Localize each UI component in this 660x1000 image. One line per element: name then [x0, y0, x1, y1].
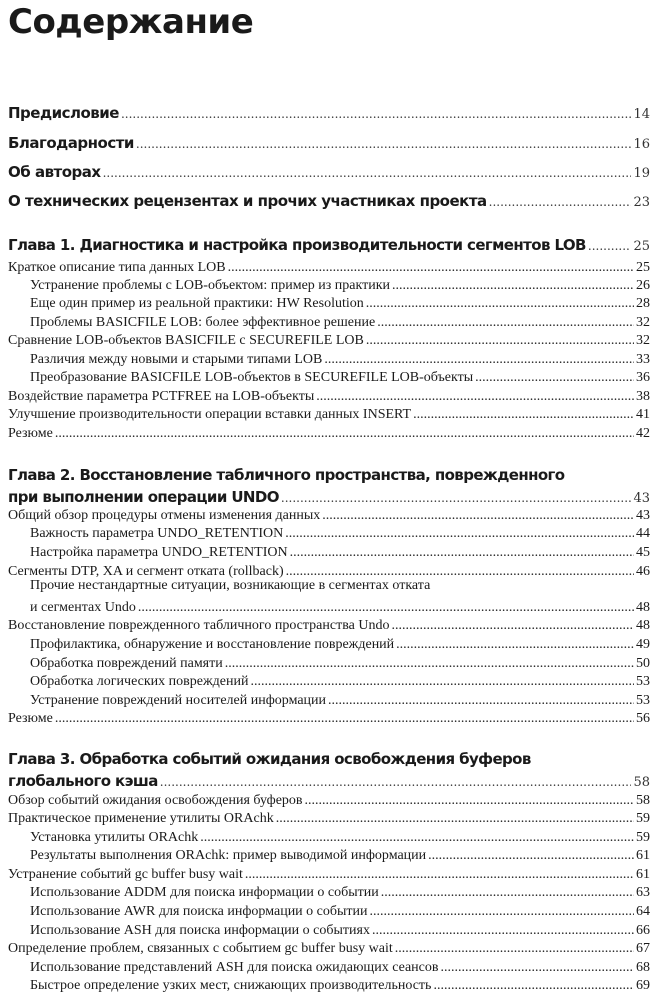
toc-entry-title: при выполнении операции UNDO [8, 488, 279, 506]
toc-entry-page: 36 [636, 370, 650, 385]
toc-entry-page: 48 [636, 618, 650, 633]
dot-leader [103, 166, 632, 180]
toc-entry[interactable] [0, 132, 660, 152]
toc-entry-page: 25 [636, 260, 650, 275]
toc-chapter-entry[interactable] [0, 750, 660, 790]
toc-chapter-entry[interactable] [0, 466, 660, 506]
toc-entry[interactable] [0, 403, 660, 423]
toc-entry-title: и сегментах Undo [30, 600, 136, 615]
toc-entry-title: Обработка повреждений памяти [30, 656, 223, 671]
toc-entry-page: 19 [633, 166, 650, 181]
dot-leader [285, 526, 634, 542]
dot-leader [413, 407, 634, 423]
toc-entry-page: 46 [636, 564, 650, 579]
toc-entry-title: Сегменты DTP, XA и сегмент отката (rollback) [8, 564, 284, 579]
toc-entry-page: 16 [633, 137, 650, 152]
toc-entry-page: 44 [636, 526, 650, 541]
toc-entry-page: 61 [636, 848, 650, 863]
toc-entry-title: Проблемы BASICFILE LOB: более эффективное решение [30, 315, 376, 330]
toc-entry[interactable] [0, 807, 660, 827]
dot-leader [276, 811, 634, 827]
toc-entry-title: Об авторах [8, 163, 101, 181]
toc-entry[interactable] [0, 366, 660, 386]
toc-entry[interactable] [0, 422, 660, 442]
toc-entry[interactable] [0, 560, 660, 580]
dot-leader [395, 941, 634, 957]
toc-entry[interactable] [0, 844, 660, 864]
toc-entry[interactable] [0, 578, 660, 616]
toc-entry-page: 56 [636, 711, 650, 726]
toc-entry[interactable] [0, 504, 660, 524]
toc-entry[interactable] [0, 161, 660, 181]
toc-entry[interactable] [0, 633, 660, 653]
toc-entry-title: Обработка логических повреждений [30, 674, 249, 689]
toc-entry-page: 28 [636, 296, 650, 311]
dot-leader [160, 775, 632, 789]
dot-leader [55, 711, 634, 727]
toc-entry[interactable] [0, 863, 660, 883]
toc-entry[interactable] [0, 522, 660, 542]
toc-entry-page: 26 [636, 278, 650, 293]
toc-entry[interactable] [0, 826, 660, 846]
toc-entry[interactable] [0, 274, 660, 294]
toc-entry[interactable] [0, 974, 660, 994]
toc-entry-page: 53 [636, 674, 650, 689]
page-title: Содержание [8, 2, 254, 42]
toc-entry-title: Воздействие параметра PCTFREE на LOB-объекты [8, 389, 315, 404]
toc-entry-page: 61 [636, 867, 650, 882]
toc-entry[interactable] [0, 190, 660, 210]
toc-chapter-entry[interactable] [0, 234, 660, 254]
toc-entry-page: 25 [633, 239, 650, 254]
dot-leader [366, 333, 634, 349]
toc-entry-title: Определение проблем, связанных с событием gc buffer busy wait [8, 941, 393, 956]
toc-entry-title: Общий обзор процедуры отмены изменения данных [8, 508, 321, 523]
toc-entry[interactable] [0, 385, 660, 405]
toc-entry-title: Предисловие [8, 104, 119, 122]
toc-entry-title-line1: Глава 2. Восстановление табличного пространства, поврежденного [8, 466, 565, 484]
toc-entry[interactable] [0, 652, 660, 672]
toc-entry[interactable] [0, 919, 660, 939]
toc-entry-title: Восстановление поврежденного табличного пространства Undo [8, 618, 390, 633]
toc-entry-title: Использование ADDM для поиска информации о событии [30, 885, 379, 900]
toc-entry[interactable] [0, 311, 660, 331]
toc-entry-title: Практическое применение утилиты ORAchk [8, 811, 274, 826]
toc-entry-title: Устранение событий gc buffer busy wait [8, 867, 243, 882]
toc-entry[interactable] [0, 937, 660, 957]
dot-leader [250, 674, 634, 690]
dot-leader [55, 426, 634, 442]
toc-entry[interactable] [0, 329, 660, 349]
toc-entry-page: 14 [633, 107, 650, 122]
toc-entry[interactable] [0, 256, 660, 276]
dot-leader [391, 618, 634, 634]
toc-entry-title: Резюме [8, 426, 53, 441]
toc-entry-title: Результаты выполнения ORAchk: пример выводимой информации [30, 848, 427, 863]
toc-entry-page: 49 [636, 637, 650, 652]
toc-entry-page: 58 [636, 793, 650, 808]
dot-leader [396, 637, 634, 653]
dot-leader [121, 107, 632, 121]
dot-leader [588, 239, 632, 253]
toc-entry-page: 63 [636, 885, 650, 900]
toc-entry-title: Сравнение LOB-объектов BASICFILE с SECUREFILE LOB [8, 333, 364, 348]
dot-leader [290, 545, 634, 561]
toc-entry-page: 59 [636, 830, 650, 845]
dot-leader [366, 296, 634, 312]
toc-entry-title: Обзор событий ожидания освобождения буферов [8, 793, 303, 808]
toc-entry-title: Различия между новыми и старыми типами LOB [30, 352, 323, 367]
toc-entry-title: Использование ASH для поиска информации о событиях [30, 923, 370, 938]
toc-entry-page: 64 [636, 904, 650, 919]
dot-leader [381, 885, 634, 901]
toc-entry-page: 32 [636, 333, 650, 348]
toc-entry-page: 23 [633, 195, 650, 210]
toc-entry[interactable] [0, 292, 660, 312]
toc-entry-page: 67 [636, 941, 650, 956]
dot-leader [370, 904, 634, 920]
toc-entry[interactable] [0, 614, 660, 634]
toc-entry-title: Настройка параметра UNDO_RETENTION [30, 545, 288, 560]
toc-entry-title: Важность параметра UNDO_RETENTION [30, 526, 284, 541]
toc-entry-page: 58 [633, 775, 650, 790]
toc-entry[interactable] [0, 689, 660, 709]
toc-entry[interactable] [0, 900, 660, 920]
toc-entry-page: 48 [636, 600, 650, 615]
toc-entry-title: Глава 1. Диагностика и настройка производительности сегментов LOB [8, 236, 586, 254]
toc-entry-page: 43 [633, 491, 650, 506]
toc-entry[interactable] [0, 881, 660, 901]
toc-entry-page: 43 [636, 508, 650, 523]
toc-entry-title: Улучшение производительности операции вставки данных INSERT [8, 407, 412, 422]
toc-entry-title: Краткое описание типа данных LOB [8, 260, 226, 275]
toc-entry[interactable] [0, 707, 660, 727]
toc-entry-page: 53 [636, 693, 650, 708]
dot-leader [475, 370, 634, 386]
dot-leader [433, 978, 634, 994]
toc-entry-title: Быстрое определение узких мест, снижающих производительность [30, 978, 432, 993]
toc-entry[interactable] [0, 102, 660, 122]
toc-entry-page: 68 [636, 960, 650, 975]
toc-entry-title: Установка утилиты ORAchk [30, 830, 199, 845]
toc-entry-page: 41 [636, 407, 650, 422]
toc-entry-title: глобального кэша [8, 772, 158, 790]
toc-entry-page: 38 [636, 389, 650, 404]
toc-entry-page: 45 [636, 545, 650, 560]
toc-entry-title: О технических рецензентах и прочих участниках проекта [8, 192, 487, 210]
dot-leader [428, 848, 634, 864]
toc-entry[interactable] [0, 789, 660, 809]
toc-entry[interactable] [0, 348, 660, 368]
toc-entry-title-line1: Прочие нестандартные ситуации, возникающие в сегментах отката [30, 578, 431, 593]
toc-entry[interactable] [0, 956, 660, 976]
toc-entry-title: Устранение повреждений носителей информации [30, 693, 327, 708]
toc-entry-title: Устранение проблемы с LOB-объектом: пример из практики [30, 278, 391, 293]
toc-entry[interactable] [0, 541, 660, 561]
toc-entry-page: 32 [636, 315, 650, 330]
dot-leader [281, 491, 632, 505]
toc-entry-title: Еще один пример из реальной практики: HW Resolution [30, 296, 364, 311]
toc-entry-title: Резюме [8, 711, 53, 726]
toc-entry-page: 66 [636, 923, 650, 938]
toc-entry-page: 59 [636, 811, 650, 826]
dot-leader [489, 195, 632, 209]
toc-entry-title: Использование AWR для поиска информации о событии [30, 904, 368, 919]
toc-entry-page: 33 [636, 352, 650, 367]
toc-entry-title: Благодарности [8, 134, 134, 152]
toc-entry[interactable] [0, 670, 660, 690]
toc-entry-page: 69 [636, 978, 650, 993]
toc-entry-title: Преобразование BASICFILE LOB-объектов в SECUREFILE LOB-объекты [30, 370, 474, 385]
toc-entry-page: 42 [636, 426, 650, 441]
toc-entry-title-line1: Глава 3. Обработка событий ожидания освобождения буферов [8, 750, 531, 768]
dot-leader [136, 137, 632, 151]
toc-entry-title: Использование представлений ASH для поиска ожидающих сеансов [30, 960, 439, 975]
toc-entry-title: Профилактика, обнаружение и восстановление повреждений [30, 637, 395, 652]
toc-entry-page: 50 [636, 656, 650, 671]
